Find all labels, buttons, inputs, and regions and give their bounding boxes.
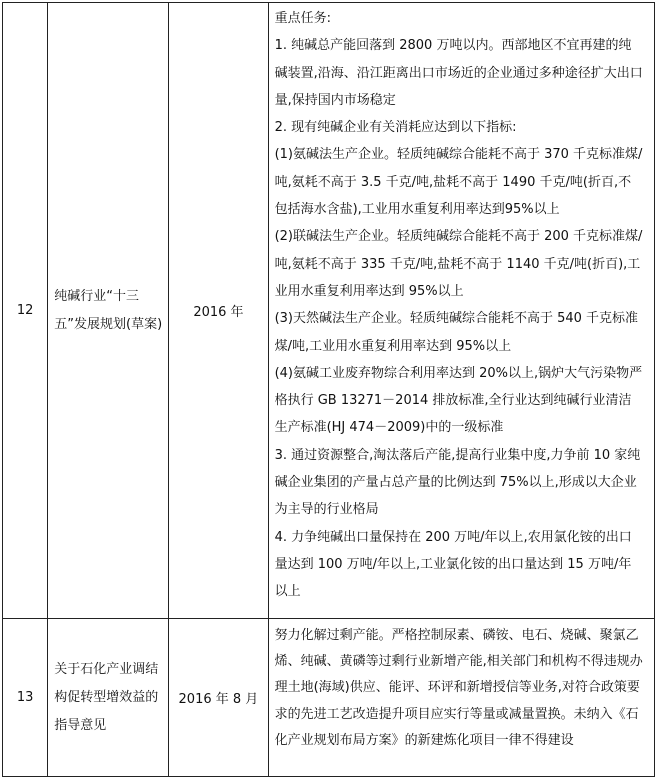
detail-paragraph: (3)天然碱法生产企业。轻质纯碱综合能耗不高于 540 千克标准煤/吨,工业用水重复利用率达到 95%以上: [274, 311, 639, 354]
policy-details: [268, 619, 654, 777]
table-row: [3, 619, 655, 777]
detail-paragraph: 1. 纯碱总产能回落到 2800 万吨以内。西部地区不宜再建的纯碱装置,沿海、沿江距离出口市场近的企业通过多种途径扩大出口量,保持国内市场稳定: [274, 38, 643, 108]
detail-paragraph: 3. 通过资源整合,淘汰落后产能,提高行业集中度,力争前 10 家纯碱企业集团的产量占总产量的比例达到 75%以上,形成以大企业为主导的行业格局: [274, 447, 641, 518]
detail-paragraph: (2)联碱法生产企业。轻质纯碱综合能耗不高于 200 千克标准煤/吨,氨耗不高于 335 千克/吨,盐耗不高于 1140 千克/吨(折百),工业用水重复利用率达到 95%以上: [274, 229, 643, 299]
detail-paragraph: 4. 力争纯碱出口量保持在 200 万吨/年以上,农用氯化铵的出口量达到 100 万吨/年以上,工业氯化铵的出口量达到 15 万吨/年以上: [274, 529, 632, 600]
policy-details: [268, 3, 654, 619]
policy-name: 纯碱行业“十三五”发展规划(草案): [48, 3, 169, 619]
detail-paragraph: 重点任务:: [274, 11, 331, 26]
table-row: [3, 3, 655, 619]
row-number: 13: [3, 619, 48, 777]
row-number: 12: [3, 3, 48, 619]
detail-paragraph: (4)氨碱工业废弃物综合利用率达到 20%以上,锅炉大气污染物严格执行 GB 13271－2014 排放标准,全行业达到纯碱行业清洁生产标准(HJ 474－2009)中的一级标准: [274, 365, 643, 436]
policy-table: [2, 2, 655, 777]
policy-year: 2016 年: [169, 3, 268, 619]
detail-paragraph: 2. 现有纯碱企业有关消耗应达到以下指标:: [274, 120, 517, 136]
detail-paragraph: (1)氨碱法生产企业。轻质纯碱综合能耗不高于 370 千克标准煤/吨,氨耗不高于 3.5 千克/吨,盐耗不高于 1490 千克/吨(折百,不包括海水含盐),工业用水重复利用率达到95%以上: [274, 147, 643, 218]
detail-paragraph: 努力化解过剩产能。严格控制尿素、磷铵、电石、烧碱、聚氯乙烯、纯碱、黄磷等过剩行业新增产能,相关部门和机构不得违规办理土地(海域)供应、能评、环评和新增授信等业务,对符合政策要求的先进工艺改造提升项目应实行等量或减量置换。未纳入《石化产业规划布局方案》的新建炼化项目一律不得建设: [274, 628, 643, 748]
policy-name: 关于石化产业调结构促转型增效益的指导意见: [48, 619, 169, 777]
policy-year: 2016 年 8 月: [169, 619, 268, 777]
